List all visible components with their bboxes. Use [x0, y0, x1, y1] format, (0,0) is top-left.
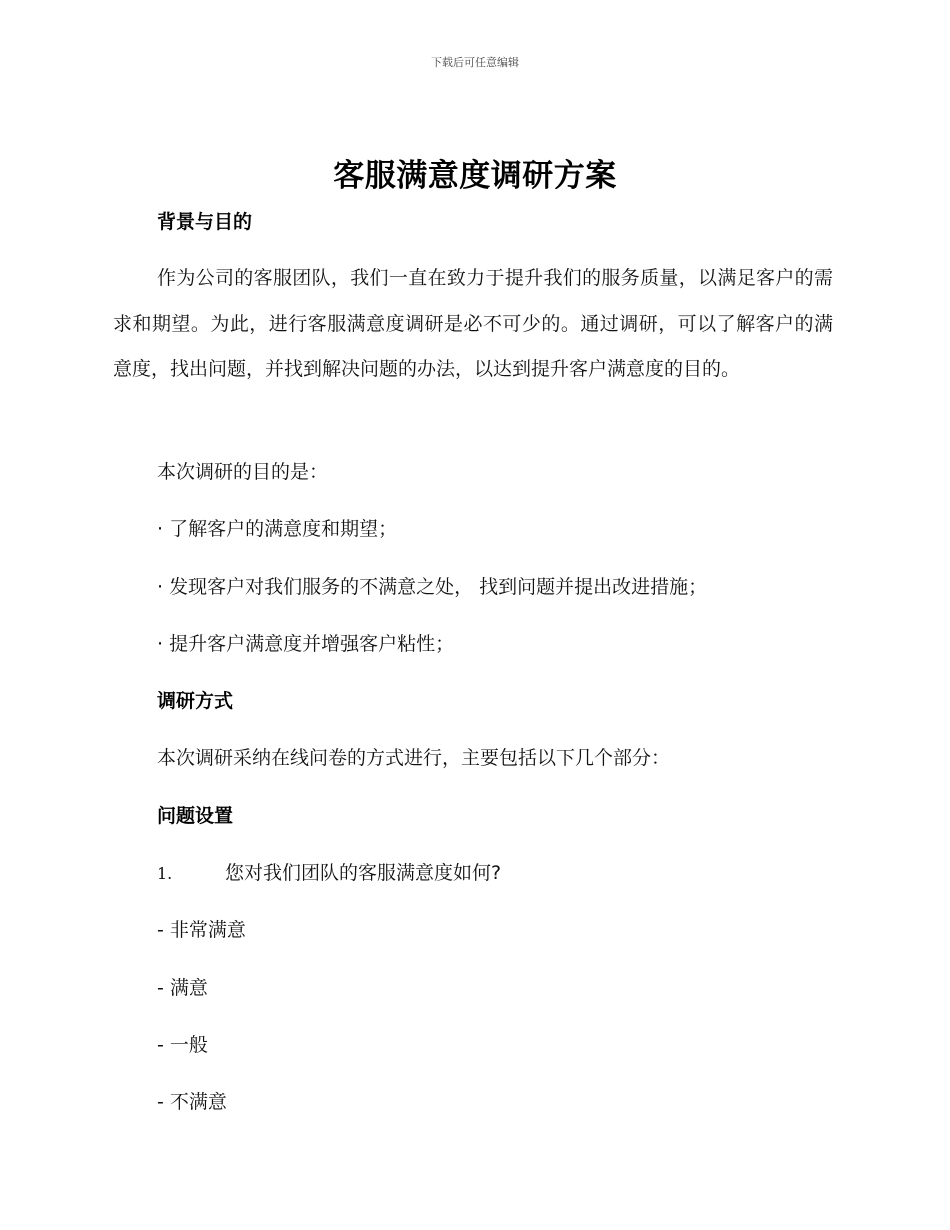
purpose-item: · 提升客户满意度并增强客户粘性； [157, 633, 455, 655]
option-item: - 不满意 [157, 1091, 227, 1113]
header-note: 下载后可任意编辑 [431, 56, 519, 69]
purpose-item: · 了解客户的满意度和期望； [157, 518, 398, 540]
option-item: - 非常满意 [157, 919, 246, 941]
purpose-item: · 发现客户对我们服务的不满意之处， 找到问题并提出改进措施； [157, 576, 708, 598]
question-text: 您对我们团队的客服满意度如何? [225, 862, 502, 884]
option-item: - 满意 [157, 977, 208, 999]
background-paragraph: 作为公司的客服团队，我们一直在致力于提升我们的服务质量，以满足客户的需求和期望。为此，进行客服满意度调研是必不可少的。通过调研，可以了解客户的满意度，找出问题，并找到解决问题的办法，以达到提升客户满意度的目的。 [113, 267, 833, 380]
question-1 [157, 861, 501, 886]
questions-heading: 问题设置 [157, 805, 234, 827]
purpose-intro: 本次调研的目的是： [157, 461, 329, 483]
background-heading: 背景与目的 [157, 211, 253, 233]
question-number: 1. [157, 864, 173, 883]
option-item: - 一般 [157, 1034, 208, 1056]
document-title: 客服满意度调研方案 [333, 158, 617, 194]
method-paragraph: 本次调研采纳在线问卷的方式进行，主要包括以下几个部分： [157, 747, 671, 769]
method-heading: 调研方式 [157, 690, 234, 712]
